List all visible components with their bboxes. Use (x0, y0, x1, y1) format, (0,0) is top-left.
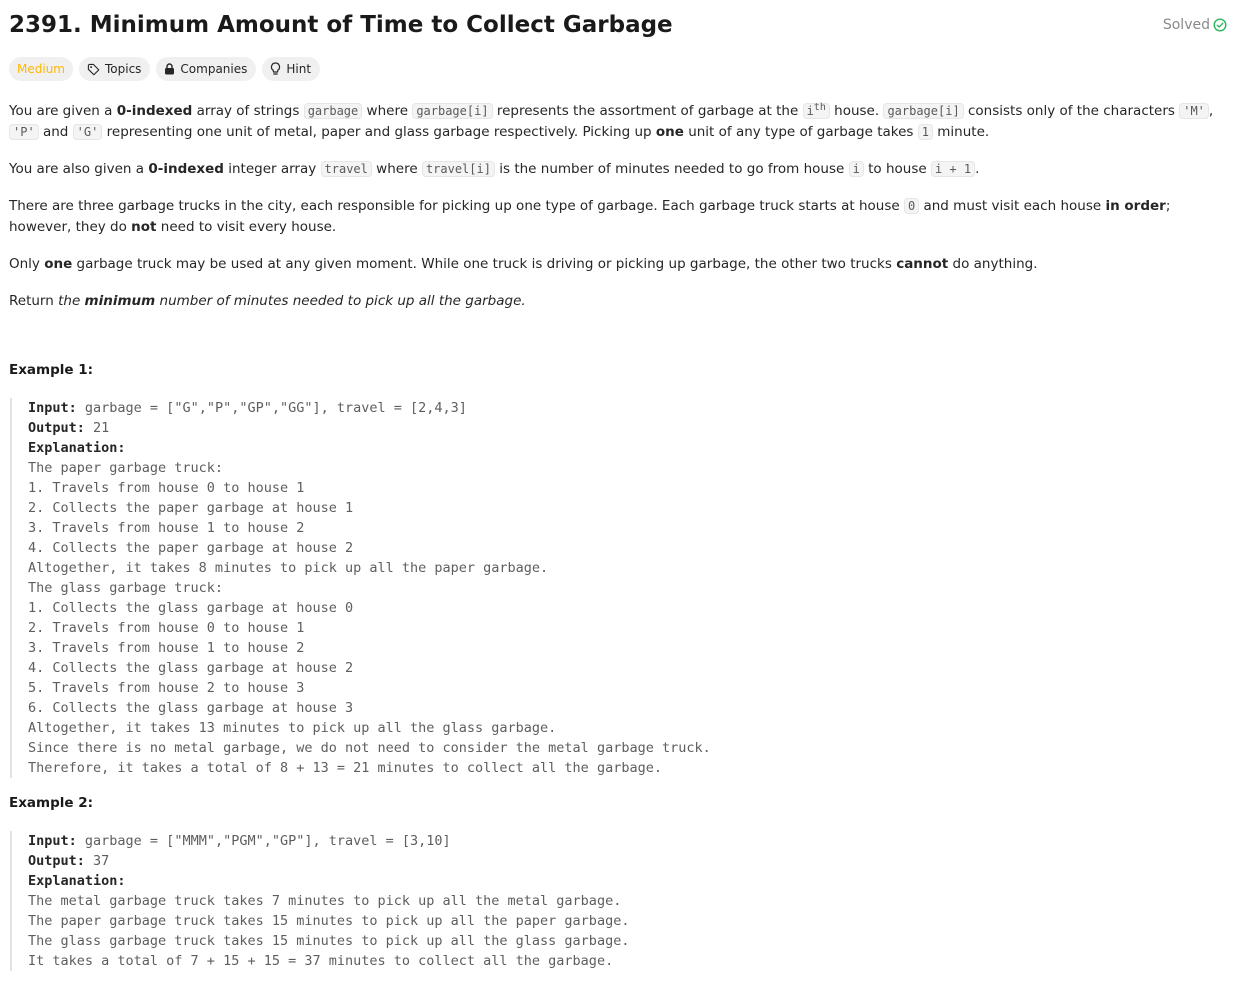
inline-code: i (849, 161, 864, 177)
explanation-label: Explanation: (28, 440, 126, 456)
example-2-title: Example 2: (9, 795, 94, 811)
solved-label: Solved (1162, 17, 1210, 33)
explanation-line: Since there is no metal garbage, we do not need to consider the metal garbage truck. (28, 740, 711, 756)
text: is the number of minutes needed to go from house (494, 161, 849, 177)
input-label: Input: (28, 833, 77, 849)
emphasis: one (655, 124, 684, 140)
problem-statement (9, 97, 1229, 328)
explanation-line: The metal garbage truck takes 7 minutes to pick up all the metal garbage. (28, 893, 622, 909)
emphasis: in order (1105, 198, 1166, 214)
topics-button[interactable] (79, 57, 150, 81)
emphasis: minimum (84, 293, 156, 309)
companies-button[interactable] (156, 57, 256, 81)
difficulty-badge (9, 57, 73, 81)
hint-label: Hint (286, 62, 312, 76)
solved-status (1163, 17, 1227, 33)
title-row (9, 12, 1227, 42)
output-value: 37 (84, 853, 110, 869)
text: where (362, 103, 413, 119)
text: , (1208, 103, 1214, 119)
statement-paragraph-4 (9, 254, 1229, 275)
explanation-line: 4. Collects the paper garbage at house 2 (28, 540, 354, 556)
statement-paragraph-5 (9, 291, 1229, 312)
text: number of minutes needed to pick up all the garbage. (155, 293, 526, 309)
input-value: garbage = ["MMM","PGM","GP"], travel = [3,10] (76, 833, 451, 849)
explanation-line: 1. Collects the glass garbage at house 0 (28, 600, 354, 616)
inline-code: 0 (904, 198, 919, 214)
emphasis: cannot (896, 256, 949, 272)
text: unit of any type of garbage takes (683, 124, 918, 140)
text: minute. (932, 124, 990, 140)
explanation-label: Explanation: (28, 873, 126, 889)
text: ; however, they do (9, 198, 1171, 235)
text: the (58, 293, 85, 309)
explanation-line: 1. Travels from house 0 to house 1 (28, 480, 305, 496)
inline-code: i + 1 (931, 161, 975, 177)
explanation-line: The paper garbage truck: (28, 460, 224, 476)
explanation-line: The glass garbage truck: (28, 580, 224, 596)
inline-code (803, 103, 830, 119)
italic-text (58, 293, 526, 309)
text: There are three garbage trucks in the city, each responsible for picking up one type of garbage. Each garbage truck starts at house (9, 198, 904, 214)
emphasis: one (44, 256, 73, 272)
explanation-line: 2. Collects the paper garbage at house 1 (28, 500, 354, 516)
example-1-block (10, 398, 711, 778)
text: and (38, 124, 73, 140)
output-label: Output: (28, 420, 85, 436)
lock-icon (164, 63, 175, 75)
text: house. (829, 103, 884, 119)
lightbulb-icon (270, 62, 281, 76)
text: Only (9, 256, 45, 272)
difficulty-label: Medium (17, 62, 65, 76)
explanation-line: 2. Travels from house 0 to house 1 (28, 620, 305, 636)
text: representing one unit of metal, paper and glass garbage respectively. Picking up (102, 124, 656, 140)
explanation-line: Therefore, it takes a total of 8 + 13 = 21 minutes to collect all the garbage. (28, 760, 662, 776)
inline-code: 1 (918, 124, 933, 140)
explanation-line: Altogether, it takes 13 minutes to pick up all the glass garbage. (28, 720, 557, 736)
inline-code: travel (321, 161, 372, 177)
hint-button[interactable] (262, 57, 320, 81)
output-label: Output: (28, 853, 85, 869)
text: garbage truck may be used at any given moment. While one truck is driving or picking up garbage, the other two trucks (72, 256, 897, 272)
explanation-line: 6. Collects the glass garbage at house 3 (28, 700, 354, 716)
output-value: 21 (84, 420, 110, 436)
problem-title[interactable]: 2391. Minimum Amount of Time to Collect Garbage (9, 12, 673, 38)
explanation-line: It takes a total of 7 + 15 + 15 = 37 minutes to collect all the garbage. (28, 953, 614, 969)
tag-icon (87, 63, 100, 76)
text: . (975, 161, 980, 177)
text: need to visit every house. (156, 219, 337, 235)
explanation-line: Altogether, it takes 8 minutes to pick up all the paper garbage. (28, 560, 549, 576)
explanation-line: The glass garbage truck takes 15 minutes to pick up all the glass garbage. (28, 933, 630, 949)
explanation-line: 3. Travels from house 1 to house 2 (28, 640, 305, 656)
example-2-block (10, 831, 629, 971)
companies-label: Companies (180, 62, 248, 76)
explanation-line: 4. Collects the glass garbage at house 2 (28, 660, 354, 676)
statement-paragraph-2 (9, 159, 1229, 180)
text: and must visit each house (919, 198, 1106, 214)
text: to house (863, 161, 931, 177)
inline-code: garbage[i] (412, 103, 492, 119)
text: do anything. (948, 256, 1038, 272)
example-1-title: Example 1: (9, 362, 94, 378)
topics-label: Topics (104, 62, 142, 76)
inline-code: garbage[i] (883, 103, 963, 119)
statement-paragraph-3 (9, 196, 1229, 238)
superscript: th (813, 102, 826, 113)
explanation-line: The paper garbage truck takes 15 minutes to pick up all the paper garbage. (28, 913, 630, 929)
text: You are given a (9, 103, 117, 119)
inline-code: garbage (304, 103, 363, 119)
input-label: Input: (28, 400, 77, 416)
statement-paragraph-1 (9, 97, 1229, 143)
emphasis: not (131, 219, 157, 235)
emphasis: 0-indexed (148, 161, 224, 177)
text: integer array (223, 161, 321, 177)
text: array of strings (192, 103, 304, 119)
text: represents the assortment of garbage at the (492, 103, 803, 119)
check-circle-icon (1213, 18, 1227, 32)
text: consists only of the characters (963, 103, 1180, 119)
inline-code: travel[i] (422, 161, 495, 177)
text: Return (9, 293, 59, 309)
text: where (371, 161, 422, 177)
explanation-line: 5. Travels from house 2 to house 3 (28, 680, 305, 696)
inline-code: 'P' (9, 124, 39, 140)
input-value: garbage = ["G","P","GP","GG"], travel = [2,4,3] (76, 400, 467, 416)
tag-bar (9, 57, 320, 81)
code-text: i (806, 104, 814, 118)
text: You are also given a (9, 161, 149, 177)
explanation-line: 3. Travels from house 1 to house 2 (28, 520, 305, 536)
inline-code: 'G' (73, 124, 103, 140)
emphasis: 0-indexed (116, 103, 193, 119)
inline-code: 'M' (1179, 103, 1209, 119)
